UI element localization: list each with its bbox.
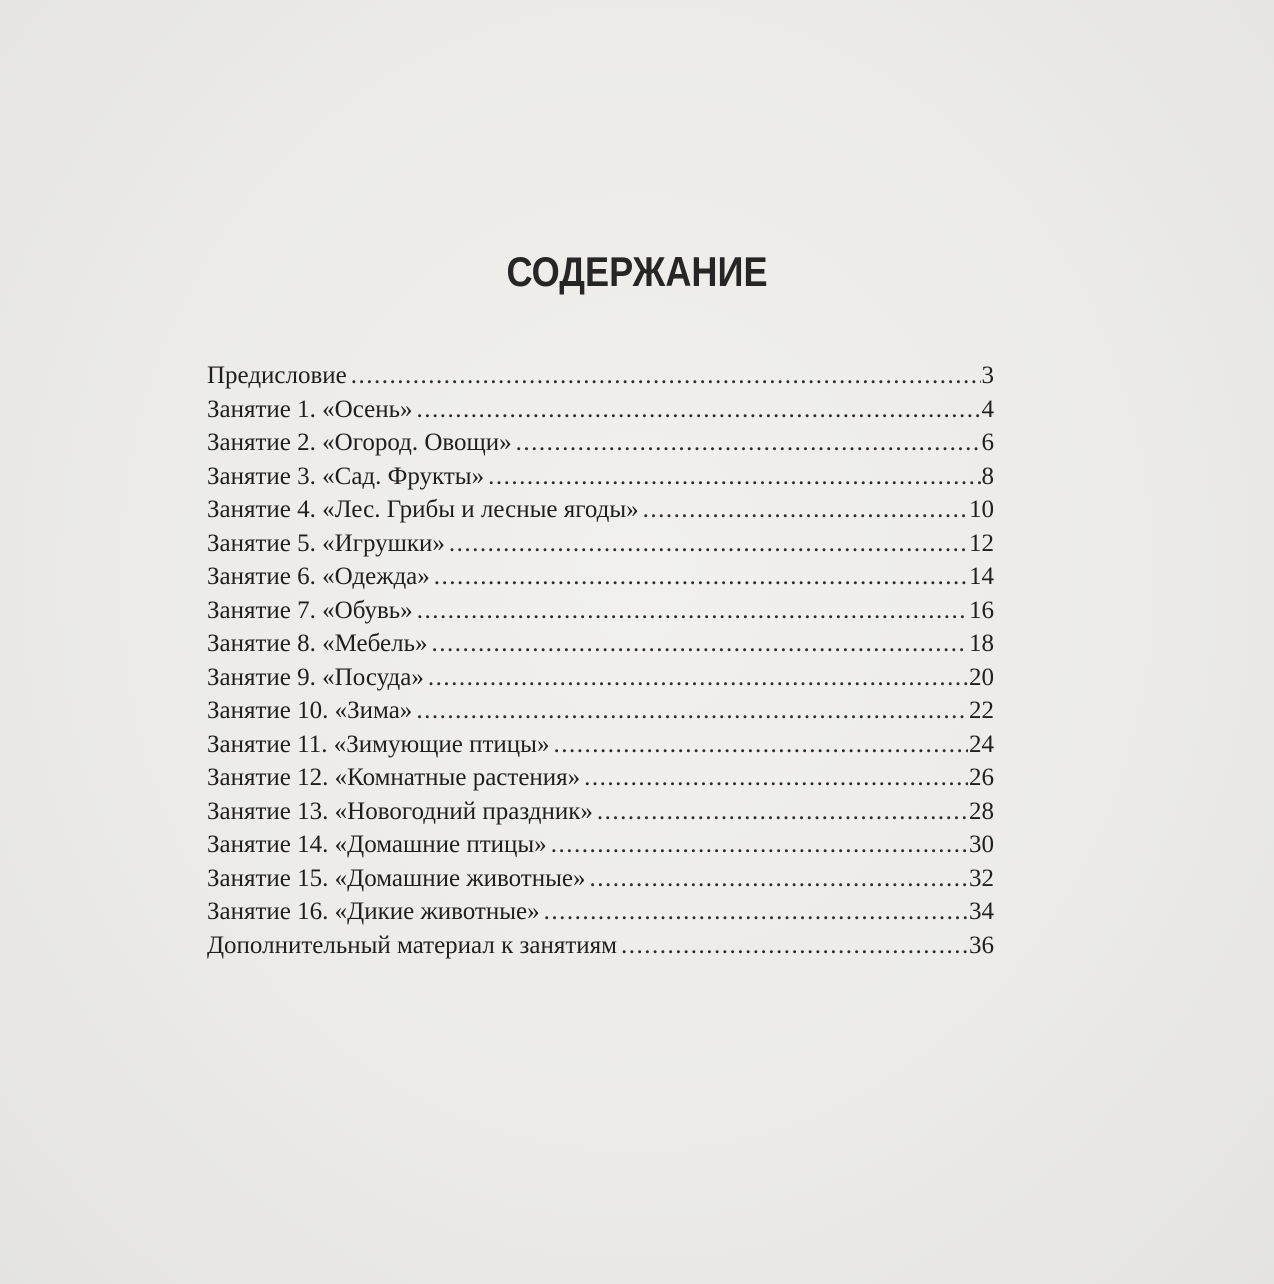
dot-leader bbox=[544, 898, 968, 926]
toc-entry-label: Занятие 5. «Игрушки» bbox=[207, 529, 445, 557]
dot-leader bbox=[351, 362, 981, 390]
toc-entry-page: 12 bbox=[969, 529, 994, 557]
toc-entry-label: Занятие 4. «Лес. Грибы и лесные ягоды» bbox=[207, 496, 639, 523]
dot-leader bbox=[432, 630, 968, 658]
toc-entry-page: 34 bbox=[969, 898, 994, 925]
toc-entry bbox=[207, 798, 994, 832]
toc-entry-label: Занятие 9. «Посуда» bbox=[207, 663, 424, 691]
toc-entry bbox=[207, 764, 994, 798]
toc-entry-page: 32 bbox=[969, 864, 994, 892]
toc-entry-label: Занятие 6. «Одежда» bbox=[207, 563, 430, 590]
toc-entry-label: Дополнительный материал к занятиям bbox=[207, 931, 617, 959]
toc-entry bbox=[207, 463, 994, 497]
page-title: СОДЕРЖАНИЕ bbox=[506, 248, 768, 295]
toc-entry-page: 3 bbox=[981, 362, 994, 389]
toc-entry-page: 6 bbox=[981, 429, 994, 456]
toc-entry bbox=[207, 396, 994, 430]
toc-entry-label: Занятие 11. «Зимующие птицы» bbox=[207, 730, 550, 758]
toc-entry-label: Занятие 3. «Сад. Фрукты» bbox=[207, 462, 485, 490]
toc-entry-label: Занятие 2. «Огород. Овощи» bbox=[207, 429, 512, 456]
dot-leader bbox=[428, 664, 968, 692]
toc-entry-label: Занятие 14. «Домашние птицы» bbox=[207, 831, 547, 858]
dot-leader bbox=[584, 764, 968, 792]
dot-leader bbox=[417, 597, 968, 625]
dot-leader bbox=[553, 731, 968, 759]
toc-entry-page: 8 bbox=[981, 462, 994, 490]
toc-entry-page: 20 bbox=[969, 663, 994, 691]
toc-entry bbox=[207, 530, 994, 564]
toc-entry bbox=[207, 496, 994, 530]
dot-leader bbox=[434, 563, 968, 591]
dot-leader bbox=[589, 865, 968, 893]
toc-entry bbox=[207, 898, 994, 932]
toc-entry bbox=[207, 932, 994, 966]
dot-leader bbox=[597, 798, 968, 826]
toc-entry bbox=[207, 664, 994, 698]
toc-entry-label: Занятие 13. «Новогодний праздник» bbox=[207, 797, 593, 825]
toc-entry-label: Занятие 15. «Домашние животные» bbox=[207, 864, 586, 892]
dot-leader bbox=[643, 496, 968, 524]
toc-entry-page: 16 bbox=[969, 596, 994, 624]
toc-entry-label: Занятие 1. «Осень» bbox=[207, 395, 413, 423]
dot-leader bbox=[516, 429, 981, 457]
toc-entry-label: Занятие 16. «Дикие животные» bbox=[207, 898, 540, 925]
toc-entry-page: 14 bbox=[969, 563, 994, 590]
toc-entry bbox=[207, 362, 994, 396]
toc-entry-page: 22 bbox=[969, 697, 994, 724]
toc-entry bbox=[207, 697, 994, 731]
dot-leader bbox=[551, 831, 968, 859]
toc-entry bbox=[207, 731, 994, 765]
toc-entry-page: 18 bbox=[969, 630, 994, 657]
toc-entry-label: Занятие 8. «Мебель» bbox=[207, 630, 428, 657]
table-of-contents bbox=[207, 362, 994, 965]
toc-entry-page: 36 bbox=[969, 931, 994, 959]
dot-leader bbox=[416, 396, 980, 424]
toc-entry-label: Предисловие bbox=[207, 362, 347, 389]
toc-entry bbox=[207, 630, 994, 664]
toc-entry bbox=[207, 865, 994, 899]
toc-entry-page: 30 bbox=[969, 831, 994, 858]
toc-entry bbox=[207, 429, 994, 463]
toc-entry bbox=[207, 831, 994, 865]
toc-entry-page: 26 bbox=[969, 764, 994, 791]
toc-entry-label: Занятие 10. «Зима» bbox=[207, 697, 413, 724]
toc-entry-label: Занятие 12. «Комнатные растения» bbox=[207, 764, 581, 791]
toc-entry bbox=[207, 563, 994, 597]
dot-leader bbox=[488, 463, 980, 491]
toc-entry-page: 24 bbox=[969, 730, 994, 758]
dot-leader bbox=[416, 697, 968, 725]
toc-entry-page: 10 bbox=[969, 496, 994, 523]
toc-entry bbox=[207, 597, 994, 631]
toc-entry-page: 28 bbox=[969, 797, 994, 825]
dot-leader bbox=[621, 932, 968, 960]
toc-entry-label: Занятие 7. «Обувь» bbox=[207, 596, 413, 624]
dot-leader bbox=[449, 530, 968, 558]
toc-entry-page: 4 bbox=[981, 395, 994, 423]
